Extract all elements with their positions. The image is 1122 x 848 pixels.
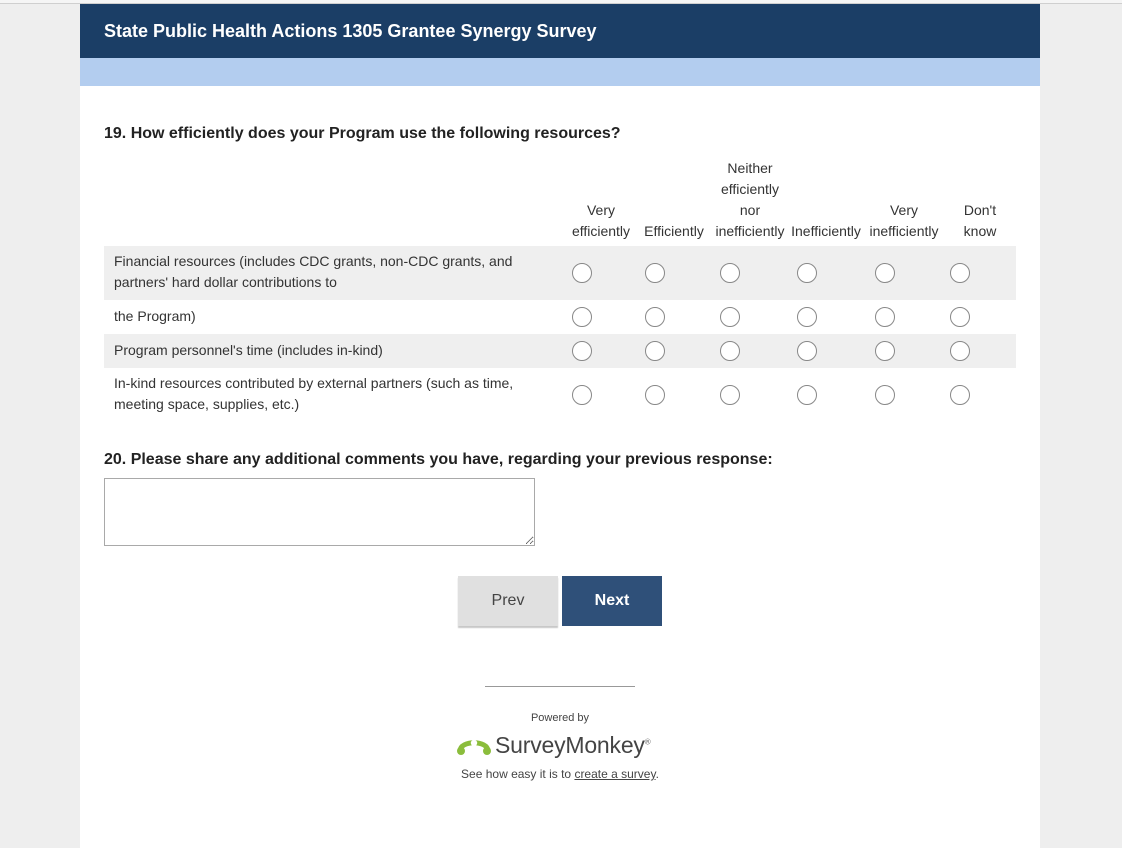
radio-program-dont-know[interactable] [950, 307, 970, 327]
create-survey-link[interactable]: create a survey [574, 767, 656, 781]
prev-button[interactable]: Prev [458, 576, 558, 626]
column-header-neither: Neither efficiently nor inefficiently [715, 160, 785, 239]
radio-financial-inefficiently[interactable] [797, 263, 817, 283]
survey-title: State Public Health Actions 1305 Grantee Synergy Survey [104, 21, 597, 41]
question-19-title: 19. How efficiently does your Program use the following resources? [104, 125, 621, 142]
radio-program-very-inefficiently[interactable] [875, 307, 895, 327]
column-header-dont-know: Don't know [963, 202, 997, 239]
surveymonkey-logo [457, 730, 650, 760]
radio-inkind-very-inefficiently[interactable] [875, 385, 895, 405]
column-header-efficiently: Efficiently [644, 223, 704, 239]
radio-financial-neither[interactable] [720, 263, 740, 283]
radio-program-very-efficiently[interactable] [572, 307, 592, 327]
surveymonkey-logo-icon [457, 733, 491, 757]
radio-inkind-dont-know[interactable] [950, 385, 970, 405]
matrix-row-the-program [104, 300, 1016, 334]
powered-by-text: Powered by [530, 712, 590, 724]
matrix-row-financial-resources [104, 246, 1016, 300]
matrix-row-personnel-time [104, 334, 1016, 368]
radio-program-efficiently[interactable] [645, 307, 665, 327]
survey-header [80, 4, 1040, 58]
progress-band [80, 58, 1040, 86]
radio-financial-efficiently[interactable] [645, 263, 665, 283]
column-header-very-inefficiently: Very inefficiently [869, 202, 939, 239]
radio-inkind-efficiently[interactable] [645, 385, 665, 405]
matrix-row-in-kind-resources [104, 368, 1016, 422]
radio-program-inefficiently[interactable] [797, 307, 817, 327]
surveymonkey-wordmark: SurveyMonkey® [495, 731, 651, 758]
survey-page [80, 4, 1040, 848]
column-header-inefficiently: Inefficiently [791, 223, 861, 239]
radio-personnel-very-inefficiently[interactable] [875, 341, 895, 361]
matrix-row-label: the Program) [114, 308, 196, 324]
create-survey-promo: See how easy it is to create a survey. [461, 767, 659, 781]
radio-financial-dont-know[interactable] [950, 263, 970, 283]
radio-inkind-very-efficiently[interactable] [572, 385, 592, 405]
footer-divider [485, 686, 635, 687]
column-header-very-efficiently: Very efficiently [571, 202, 631, 239]
comments-textarea[interactable] [104, 478, 535, 546]
matrix-row-label: In-kind resources contributed by external partners (such as time, meeting space, supplies, etc.) [114, 375, 514, 412]
radio-personnel-neither[interactable] [720, 341, 740, 361]
radio-financial-very-inefficiently[interactable] [875, 263, 895, 283]
radio-financial-very-efficiently[interactable] [572, 263, 592, 283]
radio-personnel-inefficiently[interactable] [797, 341, 817, 361]
radio-personnel-dont-know[interactable] [950, 341, 970, 361]
radio-inkind-inefficiently[interactable] [797, 385, 817, 405]
question-20-title: 20. Please share any additional comments you have, regarding your previous response: [104, 451, 773, 468]
radio-personnel-efficiently[interactable] [645, 341, 665, 361]
matrix-row-label: Program personnel's time (includes in-kind) [114, 342, 383, 358]
next-button[interactable]: Next [562, 576, 662, 626]
radio-inkind-neither[interactable] [720, 385, 740, 405]
radio-program-neither[interactable] [720, 307, 740, 327]
radio-personnel-very-efficiently[interactable] [572, 341, 592, 361]
matrix-row-label: Financial resources (includes CDC grants, non-CDC grants, and partners' hard dollar contributions to [114, 253, 513, 290]
